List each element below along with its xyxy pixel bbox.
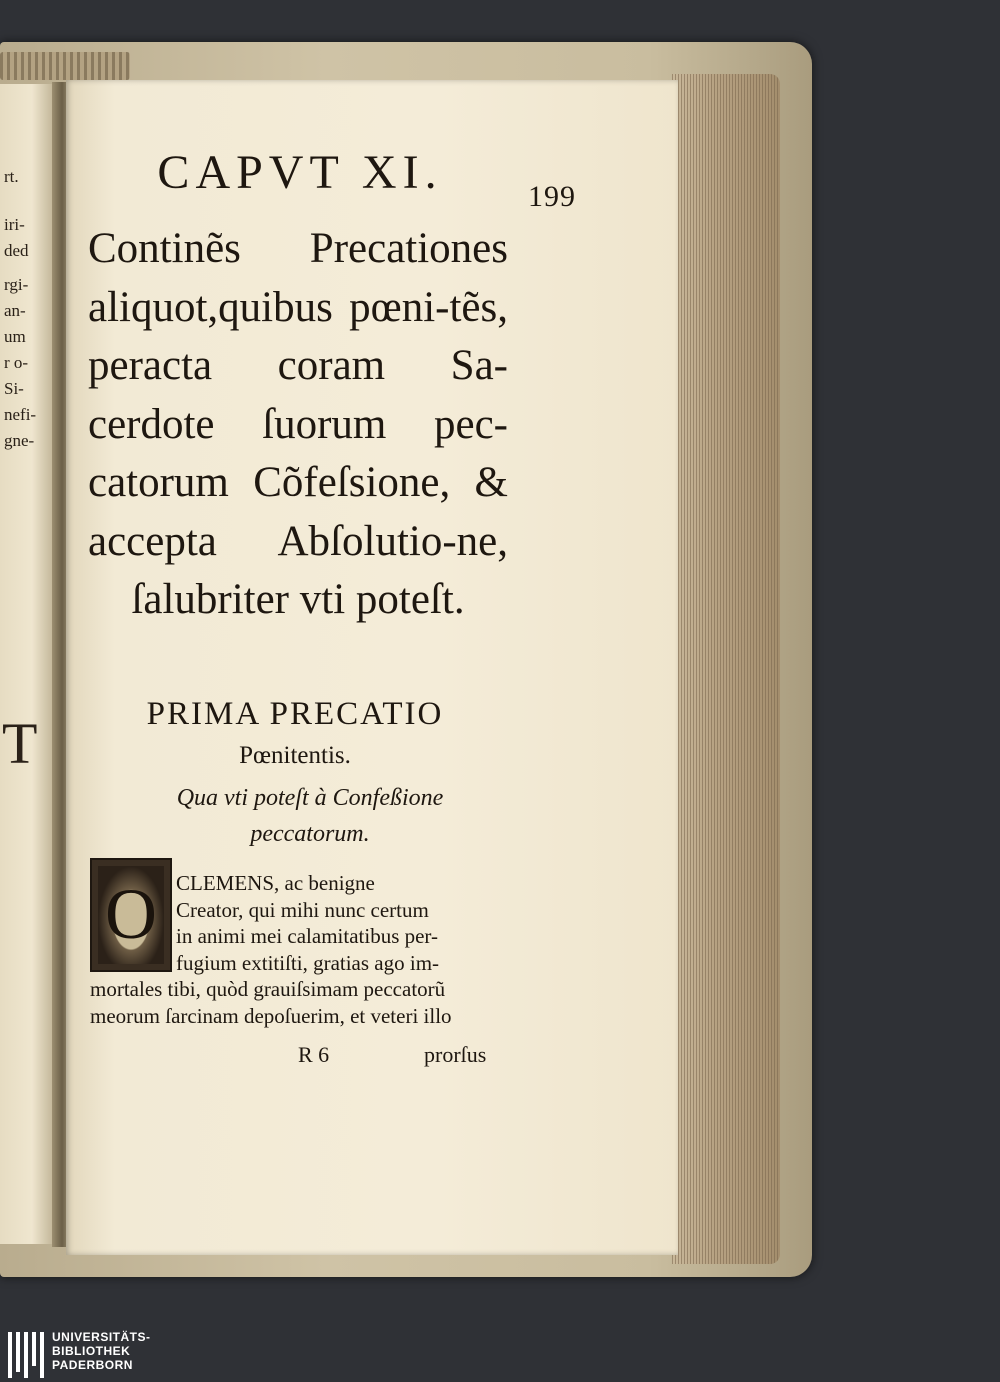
caption-line-2: peccatorum. (250, 821, 370, 847)
left-fragment: gne- (4, 431, 35, 450)
prayer-caption (110, 780, 510, 852)
left-fragment: um (4, 327, 26, 346)
left-fragment: rgi- (4, 275, 29, 294)
body-line: fugium extitiſti, gratias ago im- (176, 950, 440, 975)
logo-line-1: UNIVERSITÄTS- (52, 1330, 151, 1344)
prayer-subheading: Pœnitentis. (239, 742, 351, 769)
left-fragment: an- (4, 301, 26, 320)
body-line: in animi mei calamitatibus per- (176, 924, 438, 948)
body-line: CLEMENS, ac benigne (176, 871, 375, 895)
logo-line-3: PADERBORN (52, 1358, 133, 1372)
left-fragment: r o- (4, 353, 29, 372)
chapter-subtitle: Continẽs Precationes aliquot,quibus pœni-tẽs, peracta coram Sa-cerdote ſuorum pec-catorum Cõfeſsione, & accepta Abſolutio-ne, ſalubriter vti poteſt. (88, 225, 508, 623)
page-edges (672, 74, 780, 1264)
body-line: mortales tibi, quòd grauiſsimam peccatorũ (90, 977, 446, 1001)
body-line: meorum ſarcinam depoſuerim, et veteri illo (90, 1003, 452, 1028)
library-logo (8, 1326, 188, 1382)
signature-mark: R 6 (298, 1042, 330, 1067)
left-page-text (0, 84, 58, 1244)
left-fragment: iri- (4, 215, 25, 234)
logo-text (52, 1330, 151, 1372)
catchword: prorſus (424, 1042, 487, 1067)
prayer-heading: PRIMA PRECATIO (146, 696, 444, 732)
chapter-title: CAPVT XI. (157, 146, 443, 199)
left-fragment: Si- (4, 379, 24, 398)
spine-headband (0, 52, 130, 80)
left-fragment: nefi- (4, 405, 37, 424)
body-text (90, 870, 510, 1029)
left-fragment: rt. (4, 167, 19, 186)
logo-line-2: BIBLIOTHEK (52, 1344, 131, 1358)
left-page (0, 84, 58, 1244)
page-number: 199 (528, 180, 576, 213)
left-fragment-large: T (2, 711, 38, 776)
caption-line-1: Qua vti poteſt à Confeßione (176, 785, 444, 811)
initial-letter: O (98, 866, 164, 964)
left-fragment: ded (4, 241, 29, 260)
body-line: Creator, qui mihi nunc certum (176, 897, 429, 922)
